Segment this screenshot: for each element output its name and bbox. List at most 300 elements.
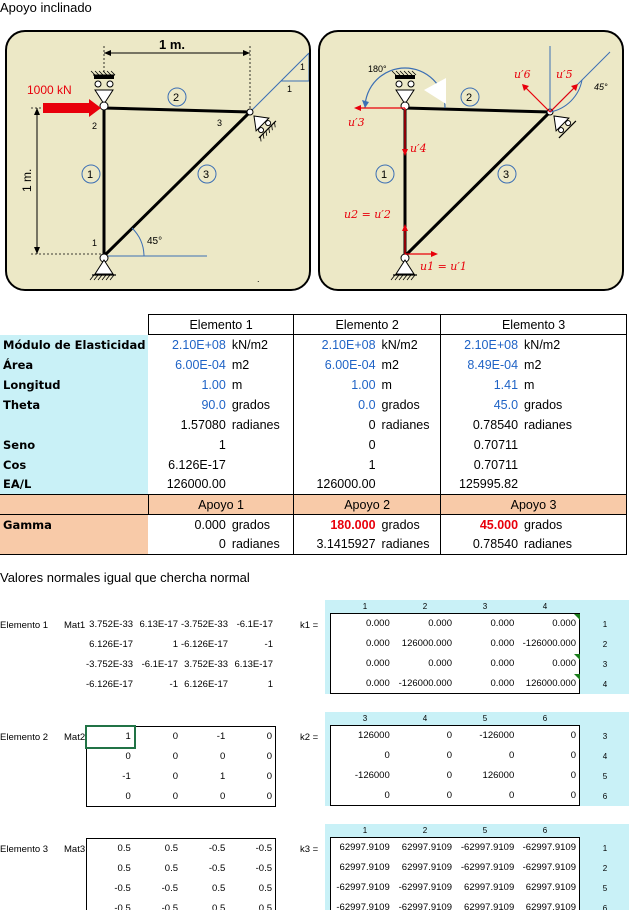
matrix-cell: 0 (172, 771, 178, 782)
k-row (331, 878, 580, 898)
cell-value: 0.70711 (441, 455, 521, 475)
k-row (331, 838, 580, 858)
k-cell: 0 (570, 789, 576, 801)
row-label: Cos (0, 455, 148, 475)
element-label: Elemento 3 (0, 844, 49, 855)
k-cell: 0.000 (428, 658, 452, 669)
k-matrix (330, 837, 580, 910)
k-row (331, 766, 580, 786)
matrix-cell: 1 (219, 771, 226, 782)
k-cell: -62997.9109 (398, 901, 452, 910)
matrix-cell: 0 (266, 790, 272, 802)
matrix-row (87, 859, 276, 879)
truss-dof-svg (320, 32, 624, 291)
k-cell: 62997.9109 (525, 901, 576, 910)
section-title: Valores normales igual que chercha normal (0, 570, 250, 585)
k-row-index: 1 (602, 620, 608, 629)
matrix-label: Mat3 (64, 844, 86, 855)
header-element-1: Elemento 1 (148, 315, 293, 335)
dim-arrow-down (34, 247, 40, 254)
matrix-cell: 0.5 (212, 902, 226, 910)
cell-value: 2.10E+08 (294, 335, 379, 355)
element-label: Elemento 1 (0, 620, 49, 631)
k-row (331, 746, 580, 766)
matrix-cell: -0.5 (208, 843, 226, 855)
cell-unit (379, 435, 441, 455)
k-cell: -62997.9109 (460, 862, 515, 873)
member-label-2: 2 (466, 92, 473, 104)
table-row (0, 395, 627, 415)
dim-arrow-right (243, 50, 250, 56)
row-label: Área (0, 355, 148, 375)
k-cell: 0.000 (490, 677, 515, 689)
header-apoyo-2: Apoyo 2 (294, 495, 441, 515)
angle-180-arrow (362, 100, 369, 108)
cell-unit (229, 455, 294, 475)
k-row-index: 2 (602, 640, 608, 649)
gamma-deg-value: 0.000 (194, 517, 226, 532)
truss-geometry-svg (7, 32, 311, 291)
k-row-index: 5 (602, 772, 608, 781)
k-col-index: 6 (542, 714, 548, 723)
matrix-row (87, 767, 276, 787)
table-row (0, 335, 627, 355)
cell-value: 0.70711 (441, 435, 521, 455)
node-label-3: 3 (217, 118, 223, 128)
cell-marker (574, 614, 580, 620)
cell-value: 125995.82 (441, 475, 521, 495)
angle-180-label: 180° (368, 64, 387, 74)
matrix-cell: -1 (216, 731, 226, 743)
k-cell: 126000 (358, 730, 390, 742)
matrix-cell: 6.13E-17 (234, 658, 273, 670)
table-row (0, 475, 627, 495)
k-col-index: 2 (422, 602, 428, 611)
matrix-cell: 0 (172, 790, 178, 802)
k-cell: -62997.9109 (398, 882, 452, 893)
k-cell: -126000.000 (398, 677, 452, 689)
matrix-cell: 6.13E-17 (139, 618, 178, 630)
cell-value: 2.10E+08 (441, 335, 521, 355)
table-row (0, 415, 627, 435)
truss-diagram-geometry (5, 30, 311, 291)
matrix-row (87, 839, 276, 859)
k-row-index: 6 (602, 904, 608, 910)
k-row-index: 4 (602, 680, 608, 689)
matrix-cell: 3.752E-33 (89, 618, 134, 630)
k-cell: 126000 (482, 770, 515, 781)
k-cell: 62997.9109 (464, 901, 515, 910)
matrix-cell: -6.126E-17 (181, 638, 229, 650)
matrix-cell: 0 (125, 790, 131, 802)
cell-unit: m (521, 375, 626, 395)
matrix-label: Mat1 (64, 620, 86, 631)
cell-unit: grados (521, 395, 626, 415)
k-cell: -62997.9109 (460, 842, 515, 854)
cell-value: 126000.00 (294, 475, 379, 495)
k-cell: 62997.9109 (464, 882, 515, 893)
k-row-index: 4 (602, 752, 608, 761)
cell-unit: m2 (521, 355, 626, 375)
dim-arrow-up (34, 108, 40, 115)
k-col-index: 1 (362, 826, 368, 835)
matrix-cell: 0 (125, 751, 131, 762)
k-row (331, 674, 580, 694)
cell-marker (574, 654, 580, 660)
k-cell: 62997.9109 (401, 842, 452, 854)
k-row (331, 654, 580, 674)
k-row (331, 634, 580, 654)
gamma-rad-value: 0 (148, 535, 228, 555)
cell-unit (379, 455, 441, 475)
matrix-cell: -1 (264, 638, 273, 650)
dim-arrow-left (104, 50, 111, 56)
member-label-3: 3 (203, 169, 210, 181)
cell-value: 6.00E-04 (175, 357, 226, 372)
cell-unit (229, 435, 294, 455)
k-cell: 0.000 (490, 638, 515, 649)
cell-marker (574, 674, 580, 680)
row-label: Seno (0, 435, 148, 455)
gamma-rad-row (0, 535, 627, 555)
k-row (331, 614, 580, 634)
row-label: Módulo de Elasticidad (0, 335, 148, 355)
dof-u2-label: u2 = u′2 (344, 208, 391, 221)
pin-support-node-1 (90, 254, 116, 280)
k-col-index: 5 (482, 826, 488, 835)
cell-value: 0.0 (294, 395, 379, 415)
k-cell: 62997.9109 (339, 842, 390, 854)
member-3 (405, 112, 550, 256)
k-cell: 0 (446, 730, 452, 742)
k-cell: 62997.9109 (525, 882, 576, 893)
k-cell: 0 (508, 750, 515, 761)
node-label-2: 2 (92, 121, 98, 131)
header-apoyo-3: Apoyo 3 (441, 495, 627, 515)
k-matrix (330, 613, 580, 694)
apoyo-header-row (0, 495, 627, 515)
member-2 (104, 108, 250, 112)
load-label: 1000 kN (27, 83, 72, 97)
table-row (0, 455, 627, 475)
k-row (331, 858, 580, 878)
element-label: Elemento 2 (0, 732, 49, 743)
cell-value: 1.00 (201, 377, 226, 392)
k-row (331, 898, 580, 910)
matrix-cell: 1 (172, 638, 178, 650)
matrix-cell: 0.5 (117, 843, 131, 855)
cell-unit (521, 455, 626, 475)
dof-u4-head (402, 149, 408, 156)
k-cell: 0.000 (490, 658, 515, 669)
cell-unit: m (231, 377, 243, 392)
matrix-row (86, 634, 276, 654)
k-col-index: 4 (422, 714, 428, 723)
cell-unit: kN/m2 (231, 337, 268, 352)
matrix-row (86, 614, 276, 634)
matrix-cell: 0.5 (164, 843, 178, 855)
k-row-index: 2 (602, 864, 608, 873)
angle-label: 45° (147, 236, 163, 247)
cell-unit: m2 (231, 357, 250, 372)
k-cell: -62997.9109 (522, 862, 576, 873)
matrix-cell: -6.1E-17 (236, 618, 273, 630)
angle-45-label: 45° (594, 82, 608, 92)
dof-u3-label: u′3 (348, 116, 365, 129)
dof-u5-label: u′5 (556, 68, 573, 81)
gamma-deg-value: 180.000 (294, 515, 379, 535)
k-cell: 62997.9109 (401, 862, 452, 873)
matrix-cell: 1 (267, 678, 273, 690)
matrix-cell: 3.752E-33 (184, 658, 229, 670)
cell-unit: radianes (381, 417, 430, 432)
k-cell: 0 (446, 750, 452, 761)
member-label-1: 1 (381, 169, 388, 181)
k-cell: 0.000 (365, 618, 390, 630)
k-row-index: 1 (602, 844, 608, 853)
k-row-index: 3 (602, 660, 608, 669)
angle-arc (132, 228, 144, 256)
k-cell: -62997.9109 (522, 842, 576, 854)
gamma-deg-unit: grados (231, 517, 271, 532)
gamma-rad-value: 0.78540 (441, 535, 521, 555)
k-col-index: 3 (362, 714, 368, 723)
cell-unit: grados (231, 397, 271, 412)
cell-unit: radianes (231, 417, 280, 432)
load-arrow-shaft (43, 103, 89, 113)
matrix-cell: 1 (87, 727, 134, 747)
matrix-row (87, 747, 276, 767)
k-matrix-label: k3 = (300, 844, 319, 855)
k-cell: 0.000 (490, 618, 515, 630)
truss-diagram-dof (318, 30, 624, 291)
matrix-cell: -1 (169, 678, 178, 690)
matrix-cell: -0.5 (208, 863, 226, 874)
header-empty-cell (0, 315, 148, 335)
k-cell: 0 (384, 750, 390, 761)
dim-top-label: 1 m. (159, 37, 186, 52)
k-cell: 0.000 (365, 677, 390, 689)
slope-rise-label: 1 (300, 62, 306, 72)
cell-value: 0 (294, 435, 379, 455)
k-row-index: 5 (602, 884, 608, 893)
gamma-rad-empty (0, 535, 148, 555)
matrix-cell: -6.1E-17 (141, 658, 178, 670)
page-title: Apoyo inclinado (0, 0, 92, 15)
dot-mark: . (257, 274, 260, 284)
k-col-index: 1 (362, 602, 368, 611)
element-properties-table (0, 314, 627, 555)
cell-unit: m2 (381, 357, 399, 372)
dof-u3-head (354, 105, 361, 111)
k-row (331, 786, 580, 806)
cell-value: 1.41 (441, 375, 521, 395)
gamma-rad-unit: radianes (229, 535, 294, 555)
matrix-cell: -6.126E-17 (86, 678, 134, 690)
gamma-rad-unit: radianes (379, 535, 441, 555)
member-2 (405, 108, 550, 112)
node-3-pin (247, 109, 253, 115)
matrix-cell: 0.5 (258, 883, 272, 894)
gamma-deg-row (0, 515, 627, 535)
matrix-cell: 0.5 (117, 863, 131, 874)
row-label (0, 415, 148, 435)
dof-u4-label: u′4 (410, 142, 427, 155)
k-cell: -126000 (354, 770, 390, 781)
table-row (0, 375, 627, 395)
k-cell: 0 (446, 770, 452, 781)
row-label: Longitud (0, 375, 148, 395)
member-3 (104, 112, 250, 256)
matrix-cell: -1 (122, 771, 131, 782)
k-matrix-label: k1 = (300, 620, 319, 631)
dof-u1-head (431, 251, 438, 257)
k-col-index: 4 (542, 602, 548, 611)
header-apoyo-1: Apoyo 1 (148, 495, 293, 515)
cell-value: 1.00 (294, 375, 379, 395)
matrix-cell: -0.5 (255, 843, 272, 855)
cell-value: 2.10E+08 (171, 337, 226, 352)
k-cell: 0 (570, 770, 576, 781)
cell-unit: grados (381, 397, 420, 412)
cell-value: 90.0 (201, 397, 226, 412)
k-row-index: 3 (602, 732, 608, 741)
matrix-cell: -0.5 (161, 902, 178, 910)
cell-unit: radianes (521, 415, 626, 435)
transform-matrix (86, 614, 276, 694)
matrix-cell: -0.5 (114, 883, 131, 894)
cell-value: 0 (294, 415, 379, 435)
cell-value: 1 (294, 455, 379, 475)
pin-support-node-1 (391, 254, 417, 280)
k-cell: 126000.000 (401, 638, 452, 649)
k-cell: 62997.9109 (339, 862, 390, 873)
k-cell: 126000.000 (525, 677, 576, 689)
cell-value: 126000.00 (166, 477, 226, 492)
matrix-cell: 0 (266, 731, 272, 743)
k-cell: 0.000 (552, 658, 576, 669)
matrix-cell: 0 (172, 731, 178, 743)
k-cell: 0.000 (365, 658, 390, 669)
gamma-deg-unit: grados (381, 517, 420, 532)
gamma-label: Gamma (0, 515, 148, 535)
matrix-cell: 0.5 (212, 883, 226, 894)
row-label: Theta (0, 395, 148, 415)
matrix-cell: -0.5 (255, 863, 272, 874)
cell-unit (229, 475, 294, 495)
matrix-row (87, 879, 276, 899)
table-row (0, 355, 627, 375)
matrix-row (87, 787, 276, 807)
cell-unit (521, 435, 626, 455)
k-cell: 0 (508, 789, 515, 801)
table-row (0, 435, 627, 455)
matrix-cell: 0.5 (258, 902, 272, 910)
member-label-3: 3 (503, 169, 510, 181)
k-col-index: 3 (482, 602, 488, 611)
apoyo-empty-cell (0, 495, 148, 515)
cell-unit (521, 475, 626, 495)
header-element-2: Elemento 2 (294, 315, 441, 335)
gamma-rad-value: 3.1415927 (294, 535, 379, 555)
matrix-cell: -0.5 (161, 883, 178, 894)
k-cell: 0.000 (552, 618, 576, 630)
cell-unit: m (381, 377, 392, 392)
cell-value: 0.78540 (441, 415, 521, 435)
k-cell: -126000.000 (522, 638, 576, 649)
dim-left-label: 1 m. (20, 168, 34, 192)
matrix-cell: 0 (266, 751, 272, 762)
matrix-row (87, 727, 276, 747)
k-matrix-label: k2 = (300, 732, 319, 743)
k-cell: 0.000 (428, 618, 452, 630)
header-element-3: Elemento 3 (441, 315, 627, 335)
matrix-cell: 0.5 (164, 863, 178, 874)
cell-unit (379, 475, 441, 495)
roller-support-node-2 (392, 71, 416, 110)
k-cell: 0 (570, 730, 576, 742)
k-cell: 0.000 (365, 638, 390, 649)
cell-value: 8.49E-04 (441, 355, 521, 375)
k-cell: 0 (446, 789, 452, 801)
matrix-row (86, 674, 276, 694)
table-header-row (0, 315, 627, 335)
k-row (331, 726, 580, 746)
k-matrix (330, 725, 580, 806)
member-label-2: 2 (173, 92, 180, 104)
gamma-deg-unit: grados (521, 515, 626, 535)
matrix-cell: -3.752E-33 (86, 658, 134, 670)
dof-u1-label: u1 = u′1 (420, 260, 467, 273)
cell-unit: kN/m2 (381, 337, 418, 352)
dof-u5-arrow (550, 87, 575, 112)
gamma-deg-value: 45.000 (441, 515, 521, 535)
k-col-index: 5 (482, 714, 488, 723)
cell-value: 1 (218, 437, 226, 452)
k-col-index: 2 (422, 826, 428, 835)
matrix-cell: -3.752E-33 (181, 618, 229, 630)
matrix-label: Mat2 (64, 732, 86, 743)
dof-u6-arrow (525, 87, 550, 112)
cell-value: 6.00E-04 (294, 355, 379, 375)
cell-unit: kN/m2 (521, 335, 626, 355)
matrix-row (87, 899, 276, 910)
transform-matrix (86, 838, 276, 910)
k-cell: -126000 (479, 730, 515, 742)
cell-value: 6.126E-17 (168, 457, 226, 472)
transform-matrix (86, 726, 276, 807)
matrix-cell: 6.126E-17 (184, 678, 229, 690)
matrix-cell: 0 (219, 751, 226, 762)
matrix-cell: 0 (266, 771, 272, 782)
row-label: EA/L (0, 475, 148, 495)
matrix-cell: 6.126E-17 (89, 638, 134, 650)
k-col-index: 6 (542, 826, 548, 835)
k-row-index: 6 (602, 792, 608, 801)
node-label-1: 1 (92, 238, 98, 248)
k-cell: -62997.9109 (336, 901, 390, 910)
k-cell: -62997.9109 (336, 882, 390, 893)
load-arrow-head (89, 99, 101, 117)
matrix-cell: -0.5 (114, 902, 131, 910)
gamma-rad-unit: radianes (521, 535, 626, 555)
member-label-1: 1 (87, 169, 94, 181)
dof-u6-label: u′6 (514, 68, 531, 81)
dof-u2-head (402, 224, 408, 231)
slope-run-label: 1 (287, 84, 293, 94)
k-cell: 0 (384, 789, 390, 801)
cell-value: 45.0 (441, 395, 521, 415)
